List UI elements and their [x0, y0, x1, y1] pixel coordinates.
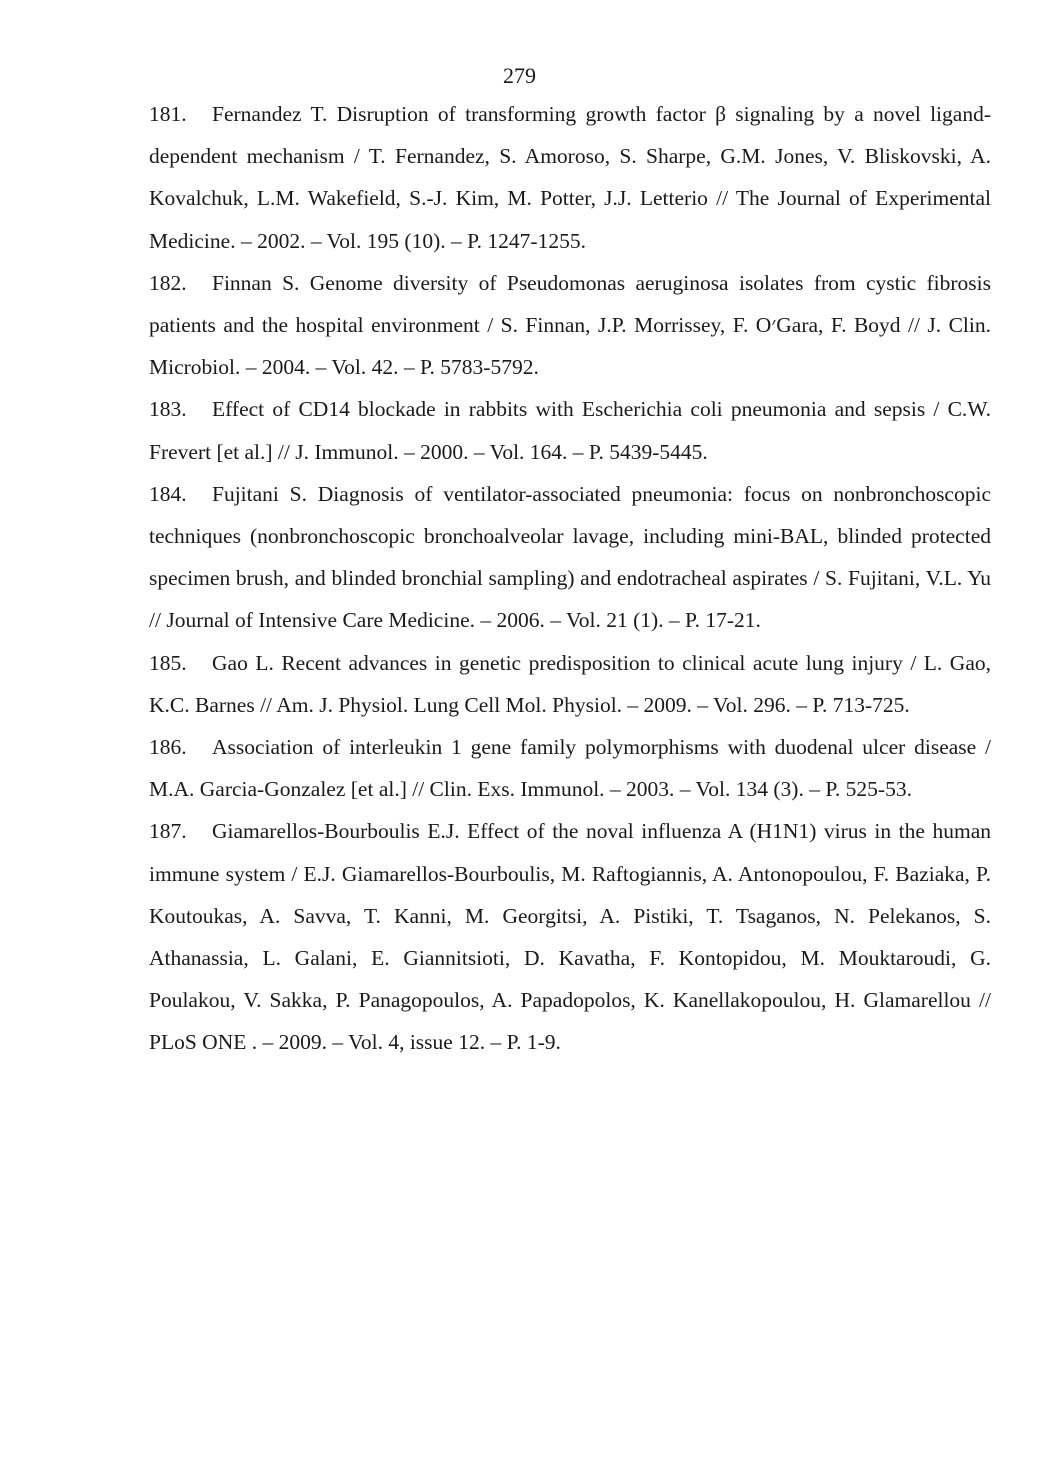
reference-text: Giamarellos-Bourboulis E.J. Effect of the noval influenza A (H1N1) virus in the human immune system / E.J. Giamarellos-Bourboulis, M. Raftogiannis, A. Antonopoulou, F. Baziaka, P. Koutoukas, A. Savva, T. Kanni, M. Georgitsi, A. Pistiki, T. Tsaganos, N. Pelekanos, S. Athanassia, L. Galani, E. Giannitsioti, D. Kavatha, F. Kontopidou, M. Mouktaroudi, G. Poulakou, V. Sakka, P. Panagopoulos, A. Papadopolos, K. Kanellakopoulou, H. Glamarellou // PLoS ONE . – 2009. – Vol. 4, issue 12. – P. 1-9. — [149, 819, 991, 1055]
reference-item — [149, 262, 991, 389]
reference-item — [149, 810, 991, 1063]
reference-text: Fernandez T. Disruption of transforming growth factor β signaling by a novel ligand-dependent mechanism / T. Fernandez, S. Amoroso, S. Sharpe, G.M. Jones, V. Bliskovski, A. Kovalchuk, L.M. Wakefield, S.-J. Kim, M. Potter, J.J. Letterio // The Journal of Experimental Medicine. – 2002. – Vol. 195 (10). – P. 1247-1255. — [149, 102, 991, 253]
reference-item — [149, 726, 991, 810]
reference-number: 182. — [149, 270, 187, 295]
reference-text: Gao L. Recent advances in genetic predisposition to clinical acute lung injury / L. Gao, K.C. Barnes // Am. J. Physiol. Lung Cell Mol. Physiol. – 2009. – Vol. 296. – P. 713-725. — [149, 650, 991, 717]
page-number: 279 — [503, 63, 536, 88]
reference-item — [149, 93, 991, 262]
reference-text: Finnan S. Genome diversity of Pseudomonas aeruginosa isolates from cystic fibrosis patients and the hospital environment / S. Finnan, J.P. Morrissey, F. O׳Gara, F. Boyd // J. Clin. Microbiol. – 2004. – Vol. 42. – P. 5783-5792. — [149, 270, 991, 380]
reference-number: 186. — [149, 735, 187, 760]
reference-text: Fujitani S. Diagnosis of ventilator-associated pneumonia: focus on nonbronchoscopic techniques (nonbronchoscopic bronchoalveolar lavage, including mini-BAL, blinded protected specimen brush, and blinded bronchial sampling) and endotracheal aspirates / S. Fujitani, V.L. Yu // Journal of Intensive Care Medicine. – 2006. – Vol. 21 (1). – P. 17-21. — [149, 481, 991, 633]
reference-item — [149, 473, 991, 642]
reference-text: Association of interleukin 1 gene family polymorphisms with duodenal ulcer disease / M.A. Garcia-Gonzalez [et al.] // Clin. Exs. Immunol. – 2003. – Vol. 134 (3). – P. 525-53. — [149, 735, 991, 802]
reference-item — [149, 388, 991, 472]
reference-number: 181. — [149, 102, 187, 126]
reference-text: Effect of CD14 blockade in rabbits with Escherichia coli pneumonia and sepsis / C.W. Frevert [et al.] // J. Immunol. – 2000. – Vol. 164. – P. 5439-5445. — [149, 397, 991, 464]
reference-item — [149, 642, 991, 726]
reference-list — [149, 93, 991, 1064]
reference-number: 183. — [149, 397, 187, 422]
reference-number: 184. — [149, 481, 187, 506]
reference-number: 187. — [149, 819, 187, 844]
reference-number: 185. — [149, 650, 187, 675]
